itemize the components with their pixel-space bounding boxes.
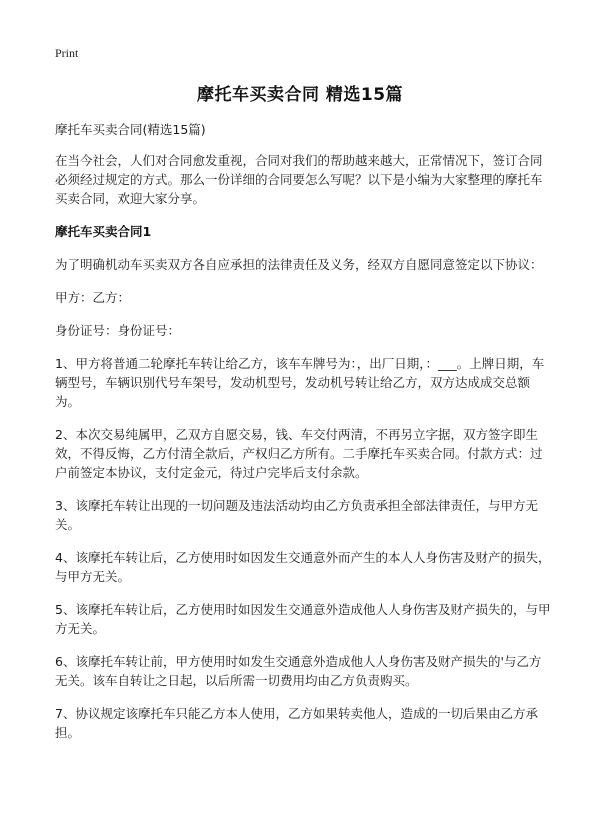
article-subtitle: 摩托车买卖合同(精选15篇) xyxy=(55,122,206,137)
parties-line: 甲方：乙方： xyxy=(55,290,131,305)
article-body xyxy=(55,120,552,756)
print-label: Print xyxy=(55,46,79,60)
clause-paragraph: 7、协议规定该摩托车只能乙方本人使用，乙方如果转卖他人，造成的一切后果由乙方承担。 xyxy=(55,706,538,740)
page-title: 摩托车买卖合同 精选15篇 xyxy=(196,85,404,105)
clause-paragraph: 6、该摩托车转让前，甲方使用时如发生交通意外造成他人人身伤害及财产损失的'与乙方无关。该车自转让之日起，以后所需一切费用均由乙方负责购买。 xyxy=(55,654,542,688)
preamble-paragraph: 为了明确机动车买卖双方各自应承担的法律责任及义务，经双方自愿同意签定以下协议： xyxy=(55,257,543,272)
id-numbers-line: 身份证号：身份证号： xyxy=(55,323,181,338)
intro-paragraph: 在当今社会，人们对合同愈发重视，合同对我们的帮助越来越大，正常情况下，签订合同必须经过规定的方式。那么一份详细的合同要怎么写呢？以下是小编为大家整理的摩托车买卖合同，欢迎大家分享。 xyxy=(55,153,543,206)
clause-paragraph: 1、甲方将普通二轮摩托车转让给乙方，该车车牌号为：，出厂日期，：___。上牌日期，车辆型号，车辆识别代号车架号，发动机型号，发动机号转让给乙方，双方达成成交总额为。 xyxy=(55,356,545,409)
clause-paragraph: 5、该摩托车转让后，乙方使用时如因发生交通意外造成他人人身伤害及财产损失的，与甲方无关。 xyxy=(55,602,551,636)
clause-paragraph: 3、该摩托车转让出现的一切问题及违法活动均由乙方负责承担全部法律责任，与甲方无关。 xyxy=(55,498,538,532)
clause-paragraph: 4、该摩托车转让后，乙方使用时如因发生交通意外而产生的本人人身伤害及财产的损失，与甲方无关。 xyxy=(55,550,551,584)
clause-paragraph: 2、本次交易纯属甲，乙双方自愿交易，钱、车交付两清，不再另立字据，双方签字即生效，不得反悔，乙方付清全款后，产权归乙方所有。二手摩托车买卖合同。付款方式：过户前签定本协议，支付定金元，待过户完毕后支付余款。 xyxy=(55,427,543,480)
section-heading: 摩托车买卖合同1 xyxy=(55,224,152,239)
